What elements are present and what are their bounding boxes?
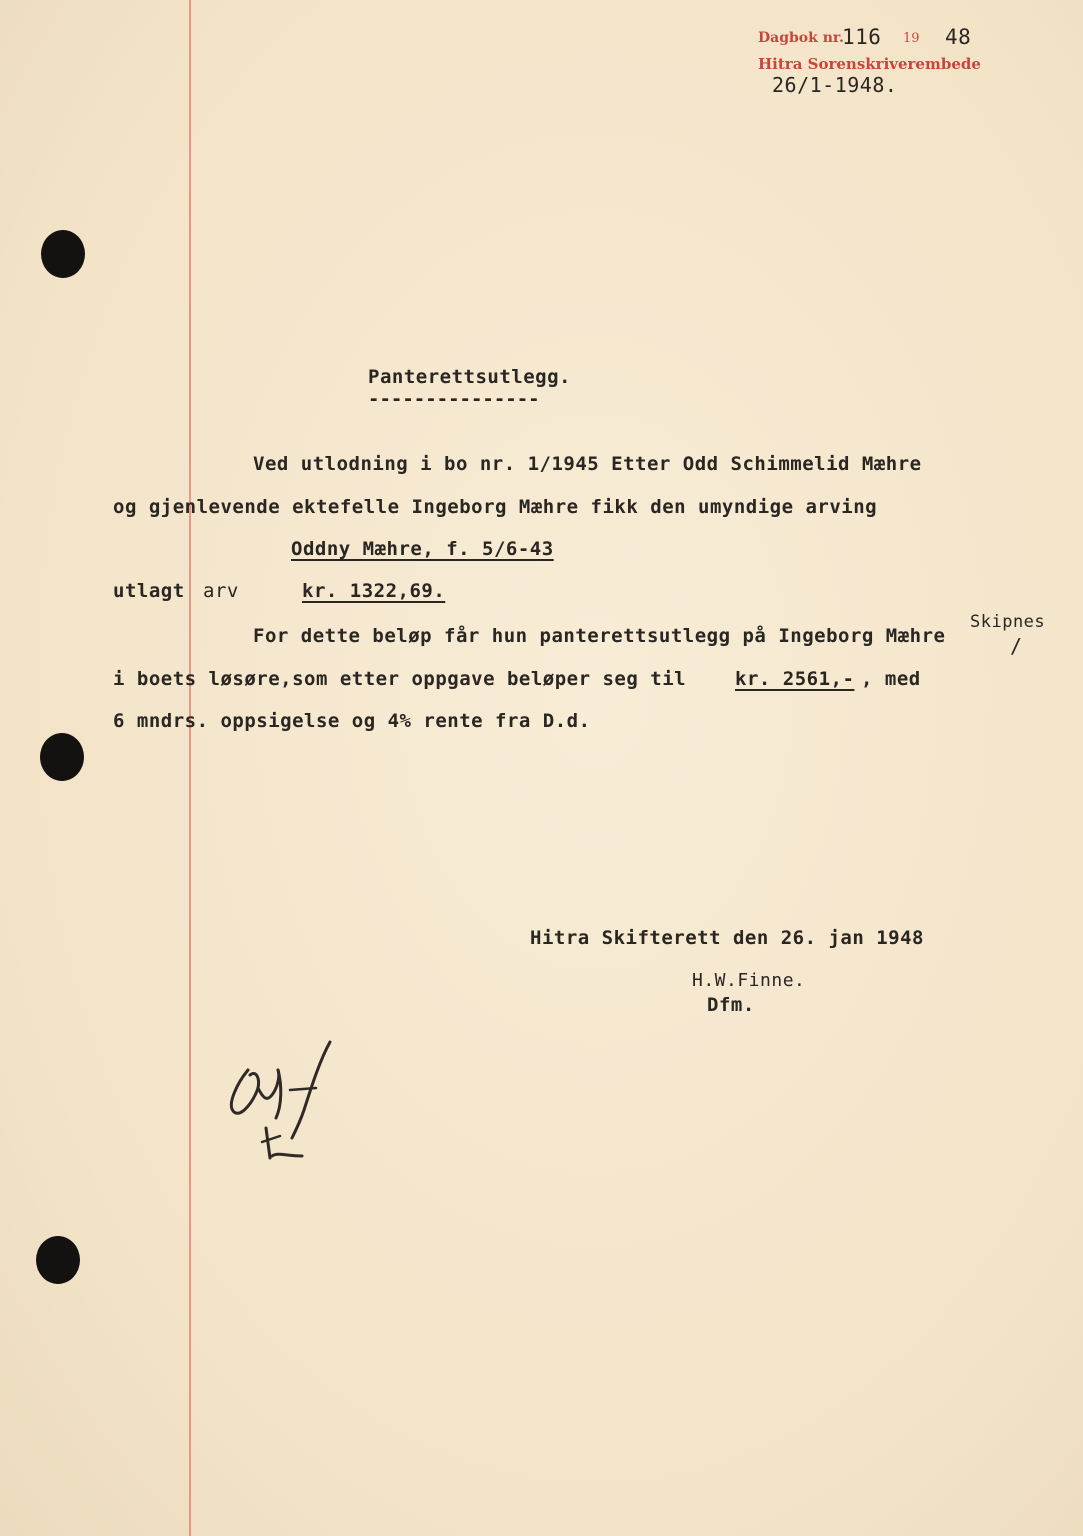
- punch-hole: [40, 733, 84, 781]
- stamp-year-prefix: 19: [903, 31, 920, 46]
- annotation-mark: /: [1010, 634, 1023, 658]
- pledge-amount: kr. 2561,-: [735, 668, 855, 690]
- arv-label: arv: [203, 580, 239, 602]
- inheritance-amount: kr. 1322,69.: [302, 580, 446, 602]
- stamp-date: 26/1-1948.: [772, 73, 898, 97]
- signer-title: Dfm.: [707, 994, 755, 1016]
- signer-name: H.W.Finne.: [692, 970, 806, 991]
- margin-annotation: Skipnes: [970, 612, 1046, 632]
- body-line: Ved utlodning i bo nr. 1/1945 Etter Odd Schimmelid Mæhre: [253, 453, 922, 475]
- body-line: For dette beløp får hun panterettsutlegg på Ingeborg Mæhre: [253, 625, 946, 647]
- journal-year: 48: [945, 25, 972, 49]
- body-line: i boets løsøre,som etter oppgave beløper seg til: [113, 668, 687, 690]
- title-underline: ---------------: [368, 388, 540, 410]
- page-title: Panterettsutlegg.: [368, 366, 571, 388]
- punch-hole: [41, 230, 85, 278]
- heir-name: Oddny Mæhre, f. 5/6-43: [291, 538, 554, 560]
- body-line: og gjenlevende ektefelle Ingeborg Mæhre fikk den umyndige arving: [113, 496, 878, 518]
- journal-number: 116: [842, 25, 882, 49]
- utlagt-label: utlagt: [113, 580, 185, 602]
- body-line-end: , med: [861, 668, 921, 690]
- punch-hole: [36, 1236, 80, 1284]
- margin-line: [189, 0, 191, 1536]
- handwritten-initials: [220, 1030, 340, 1170]
- stamp-office: Hitra Sorenskriverembede: [758, 55, 981, 73]
- stamp-label: Dagbok nr.: [758, 30, 844, 46]
- body-line: 6 mndrs. oppsigelse og 4% rente fra D.d.: [113, 710, 591, 732]
- place-date: Hitra Skifterett den 26. jan 1948: [530, 927, 924, 949]
